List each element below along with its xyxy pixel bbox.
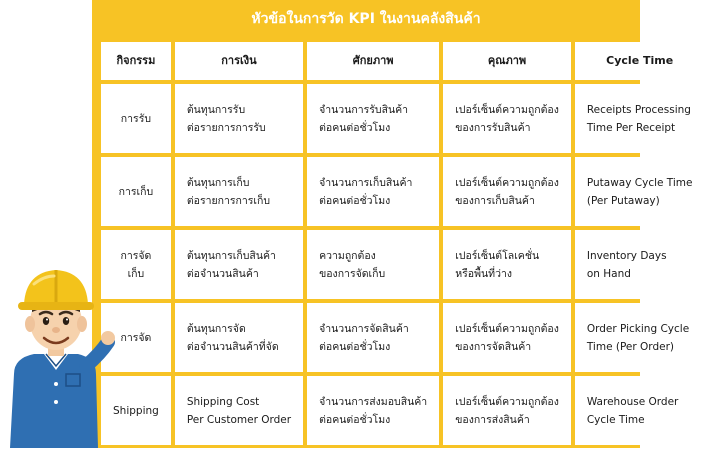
capability-cell: จำนวนการส่งมอบสินค้า ต่อคนต่อชั่วโมง	[307, 376, 439, 445]
cycle-time-cell: Order Picking Cycle Time (Per Order)	[575, 303, 705, 372]
capability-cell: จำนวนการรับสินค้า ต่อคนต่อชั่วโมง	[307, 84, 439, 153]
activity-cell: การจัดเก็บ	[101, 230, 171, 299]
kpi-table	[97, 38, 709, 449]
quality-cell: เปอร์เซ็นต์ความถูกต้อง ของการส่งสินค้า	[443, 376, 571, 445]
header-capability: ศักยภาพ	[307, 42, 439, 80]
quality-cell: เปอร์เซ็นต์โลเคชั่น หรือพื้นที่ว่าง	[443, 230, 571, 299]
quality-cell: เปอร์เซ็นต์ความถูกต้อง ของการเก็บสินค้า	[443, 157, 571, 226]
cycle-time-cell: Receipts Processing Time Per Receipt	[575, 84, 705, 153]
finance-cell: ต้นทุนการเก็บสินค้า ต่อจำนวนสินค้า	[175, 230, 303, 299]
table-row	[101, 230, 705, 299]
quality-cell: เปอร์เซ็นต์ความถูกต้อง ของการจัดสินค้า	[443, 303, 571, 372]
capability-cell: ความถูกต้อง ของการจัดเก็บ	[307, 230, 439, 299]
cycle-time-cell: Putaway Cycle Time (Per Putaway)	[575, 157, 705, 226]
header-activity: กิจกรรม	[101, 42, 171, 80]
activity-cell: การจัด	[101, 303, 171, 372]
page-title: หัวข้อในการวัด KPI ในงานคลังสินค้า	[251, 11, 481, 27]
table-row	[101, 303, 705, 372]
finance-cell: ต้นทุนการจัด ต่อจำนวนสินค้าที่จัด	[175, 303, 303, 372]
activity-cell: การรับ	[101, 84, 171, 153]
quality-cell: เปอร์เซ็นต์ความถูกต้อง ของการรับสินค้า	[443, 84, 571, 153]
activity-cell: Shipping	[101, 376, 171, 445]
capability-cell: จำนวนการจัดสินค้า ต่อคนต่อชั่วโมง	[307, 303, 439, 372]
finance-cell: Shipping Cost Per Customer Order	[175, 376, 303, 445]
table-row	[101, 84, 705, 153]
cycle-time-cell: Inventory Days on Hand	[575, 230, 705, 299]
activity-cell: การเก็บ	[101, 157, 171, 226]
header-cycle-time: Cycle Time	[575, 42, 705, 80]
finance-cell: ต้นทุนการเก็บ ต่อรายการการเก็บ	[175, 157, 303, 226]
table-header-row	[101, 42, 705, 80]
table-row	[101, 157, 705, 226]
finance-cell: ต้นทุนการรับ ต่อรายการการรับ	[175, 84, 303, 153]
cycle-time-cell: Warehouse Order Cycle Time	[575, 376, 705, 445]
capability-cell: จำนวนการเก็บสินค้า ต่อคนต่อชั่วโมง	[307, 157, 439, 226]
table-row	[101, 376, 705, 445]
header-quality: คุณภาพ	[443, 42, 571, 80]
header-finance: การเงิน	[175, 42, 303, 80]
construction-worker-icon	[0, 262, 112, 448]
